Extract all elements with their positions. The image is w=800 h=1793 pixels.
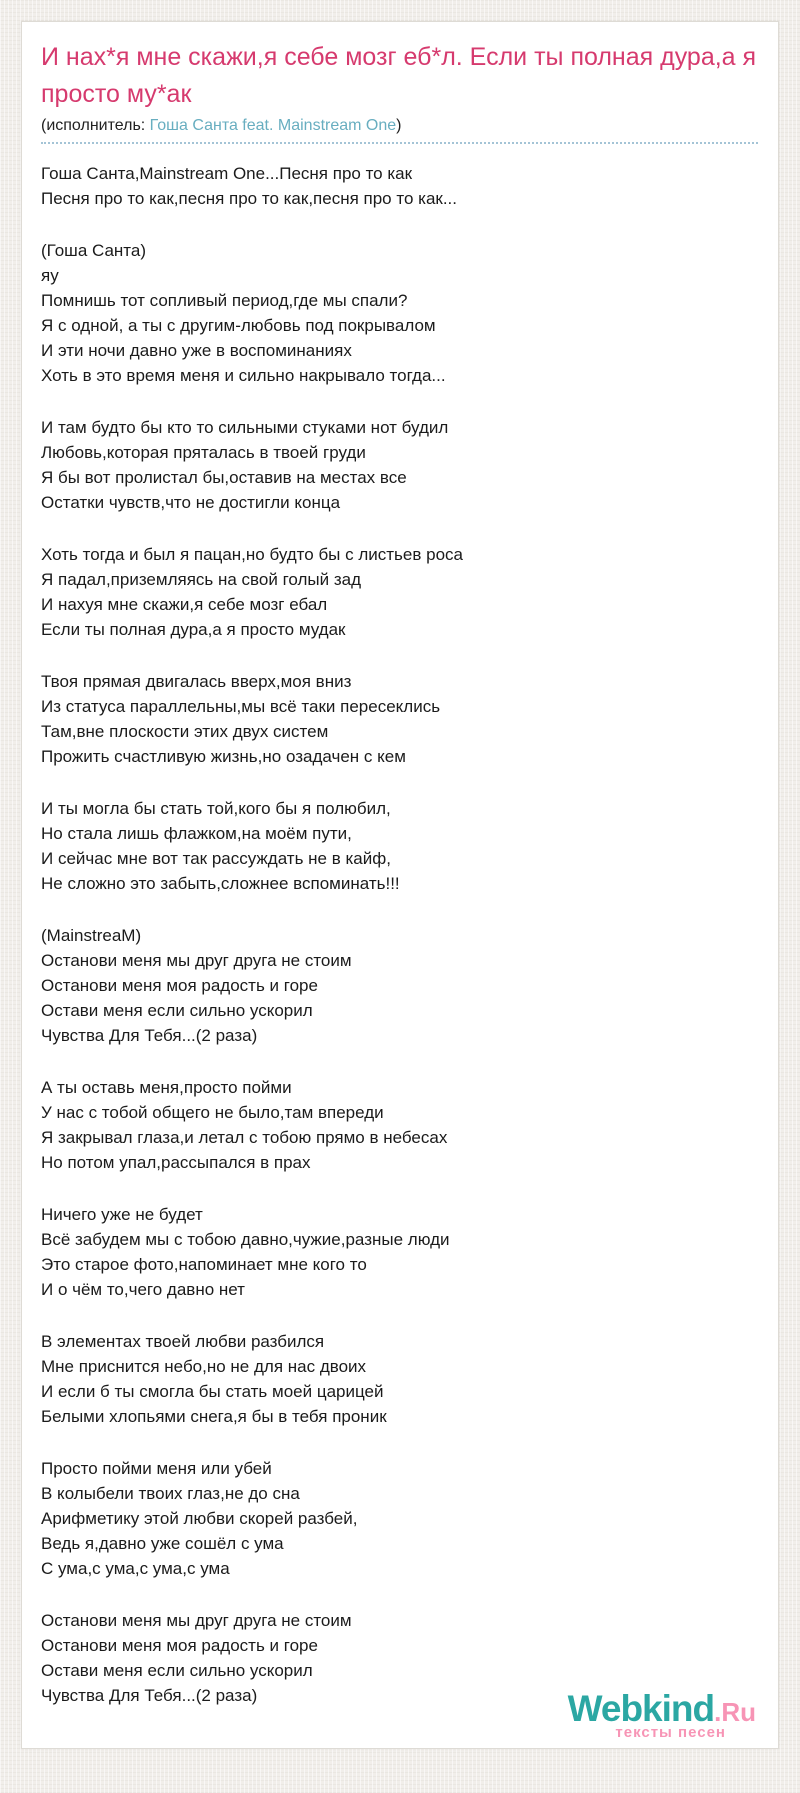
lyric-stanza bbox=[41, 415, 758, 515]
lyric-line: Там,вне плоскости этих двух систем bbox=[41, 722, 329, 741]
lyric-line: яу bbox=[41, 266, 59, 285]
lyric-line: Всё забудем мы с тобою давно,чужие,разные люди bbox=[41, 1230, 450, 1249]
lyric-line: Я падал,приземляясь на свой голый зад bbox=[41, 570, 362, 589]
lyric-line: Просто пойми меня или убей bbox=[41, 1459, 272, 1478]
lyric-line: Чувства Для Тебя...(2 раза) bbox=[41, 1686, 258, 1705]
lyric-line: (Гоша Санта) bbox=[41, 241, 147, 260]
lyric-line: Если ты полная дура,а я просто мудак bbox=[41, 620, 346, 639]
lyrics bbox=[41, 161, 758, 1708]
lyric-stanza bbox=[41, 669, 758, 769]
lyric-stanza bbox=[41, 923, 758, 1048]
lyric-line: Но потом упал,рассыпался в прах bbox=[41, 1153, 311, 1172]
lyric-stanza bbox=[41, 1075, 758, 1175]
lyric-line: Останови меня моя радость и горе bbox=[41, 1636, 318, 1655]
page-title: И нах*я мне скажи,я себе мозг еб*л. Если ты полная дура,а я просто му*ак bbox=[41, 43, 757, 108]
webkind-logo[interactable] bbox=[568, 1690, 756, 1740]
lyric-line: В элементах твоей любви разбился bbox=[41, 1332, 325, 1351]
lyric-line: Это старое фото,напоминает мне кого то bbox=[41, 1255, 367, 1274]
artist-label-close: ) bbox=[396, 117, 402, 134]
lyric-stanza bbox=[41, 796, 758, 896]
lyric-line: С ума,с ума,с ума,с ума bbox=[41, 1559, 230, 1578]
lyric-line: И там будто бы кто то сильными стуками нот будил bbox=[41, 418, 449, 437]
lyric-stanza bbox=[41, 1456, 758, 1581]
lyric-line: И сейчас мне вот так рассуждать не в кайф, bbox=[41, 849, 391, 868]
lyric-line: Прожить счастливую жизнь,но озадачен с кем bbox=[41, 747, 406, 766]
lyric-line: Песня про то как,песня про то как,песня про то как... bbox=[41, 189, 458, 208]
lyric-line: Я закрывал глаза,и летал с тобою прямо в небесах bbox=[41, 1128, 448, 1147]
lyric-line: (MainstreaM) bbox=[41, 926, 142, 945]
lyric-stanza bbox=[41, 1202, 758, 1302]
lyric-line: Я с одной, а ты с другим-любовь под покрывалом bbox=[41, 316, 436, 335]
lyric-line: Останови меня мы друг друга не стоим bbox=[41, 951, 352, 970]
lyric-line: А ты оставь меня,просто пойми bbox=[41, 1078, 292, 1097]
lyric-line: И о чём то,чего давно нет bbox=[41, 1280, 245, 1299]
lyric-line: Остави меня если сильно ускорил bbox=[41, 1001, 313, 1020]
lyric-stanza bbox=[41, 542, 758, 642]
artist-link[interactable]: Гоша Санта feat. Mainstream One bbox=[149, 117, 397, 134]
lyric-line: Твоя прямая двигалась вверх,моя вниз bbox=[41, 672, 352, 691]
lyric-line: Любовь,которая пряталась в твоей груди bbox=[41, 443, 366, 462]
webkind-logo-suffix: .Ru bbox=[714, 1697, 756, 1727]
webkind-logo-tagline: тексты песен bbox=[615, 1724, 726, 1741]
lyric-line: Останови меня мы друг друга не стоим bbox=[41, 1611, 352, 1630]
lyric-line: Я бы вот пролистал бы,оставив на местах все bbox=[41, 468, 407, 487]
lyric-line: Но стала лишь флажком,на моём пути, bbox=[41, 824, 352, 843]
lyric-line: И ты могла бы стать той,кого бы я полюбил, bbox=[41, 799, 391, 818]
lyrics-card bbox=[21, 21, 779, 1749]
artist-line bbox=[41, 116, 758, 144]
lyric-stanza bbox=[41, 1329, 758, 1429]
lyric-line: И нахуя мне скажи,я себе мозг ебал bbox=[41, 595, 328, 614]
artist-label: (исполнитель: bbox=[41, 117, 150, 134]
lyric-line: Мне приснится небо,но не для нас двоих bbox=[41, 1357, 367, 1376]
lyric-stanza bbox=[41, 161, 758, 211]
lyric-line: Остатки чувств,что не достигли конца bbox=[41, 493, 341, 512]
webkind-logo-wordmark bbox=[568, 1690, 756, 1727]
lyric-line: Ничего уже не будет bbox=[41, 1205, 203, 1224]
lyric-line: И если б ты смогла бы стать моей царицей bbox=[41, 1382, 384, 1401]
lyric-line: Хоть в это время меня и сильно накрывало тогда... bbox=[41, 366, 446, 385]
lyric-line: Белыми хлопьями снега,я бы в тебя проник bbox=[41, 1407, 387, 1426]
lyric-line: Хоть тогда и был я пацан,но будто бы с листьев роса bbox=[41, 545, 463, 564]
webkind-logo-main: Webkind bbox=[567, 1688, 715, 1729]
lyric-line: Арифметику этой любви скорей разбей, bbox=[41, 1509, 358, 1528]
lyric-line: Останови меня моя радость и горе bbox=[41, 976, 318, 995]
lyric-line: В колыбели твоих глаз,не до сна bbox=[41, 1484, 300, 1503]
lyric-stanza bbox=[41, 238, 758, 388]
lyric-line: Чувства Для Тебя...(2 раза) bbox=[41, 1026, 258, 1045]
lyric-line: Остави меня если сильно ускорил bbox=[41, 1661, 313, 1680]
lyric-line: Ведь я,давно уже сошёл с ума bbox=[41, 1534, 284, 1553]
lyric-line: Гоша Санта,Mainstream One...Песня про то как bbox=[41, 164, 413, 183]
lyric-line: Помнишь тот сопливый период,где мы спали? bbox=[41, 291, 408, 310]
lyric-line: У нас с тобой общего не было,там впереди bbox=[41, 1103, 384, 1122]
lyric-line: Не сложно это забыть,сложнее вспоминать!!! bbox=[41, 874, 400, 893]
lyric-line: И эти ночи давно уже в воспоминаниях bbox=[41, 341, 352, 360]
lyric-line: Из статуса параллельны,мы всё таки пересеклись bbox=[41, 697, 441, 716]
